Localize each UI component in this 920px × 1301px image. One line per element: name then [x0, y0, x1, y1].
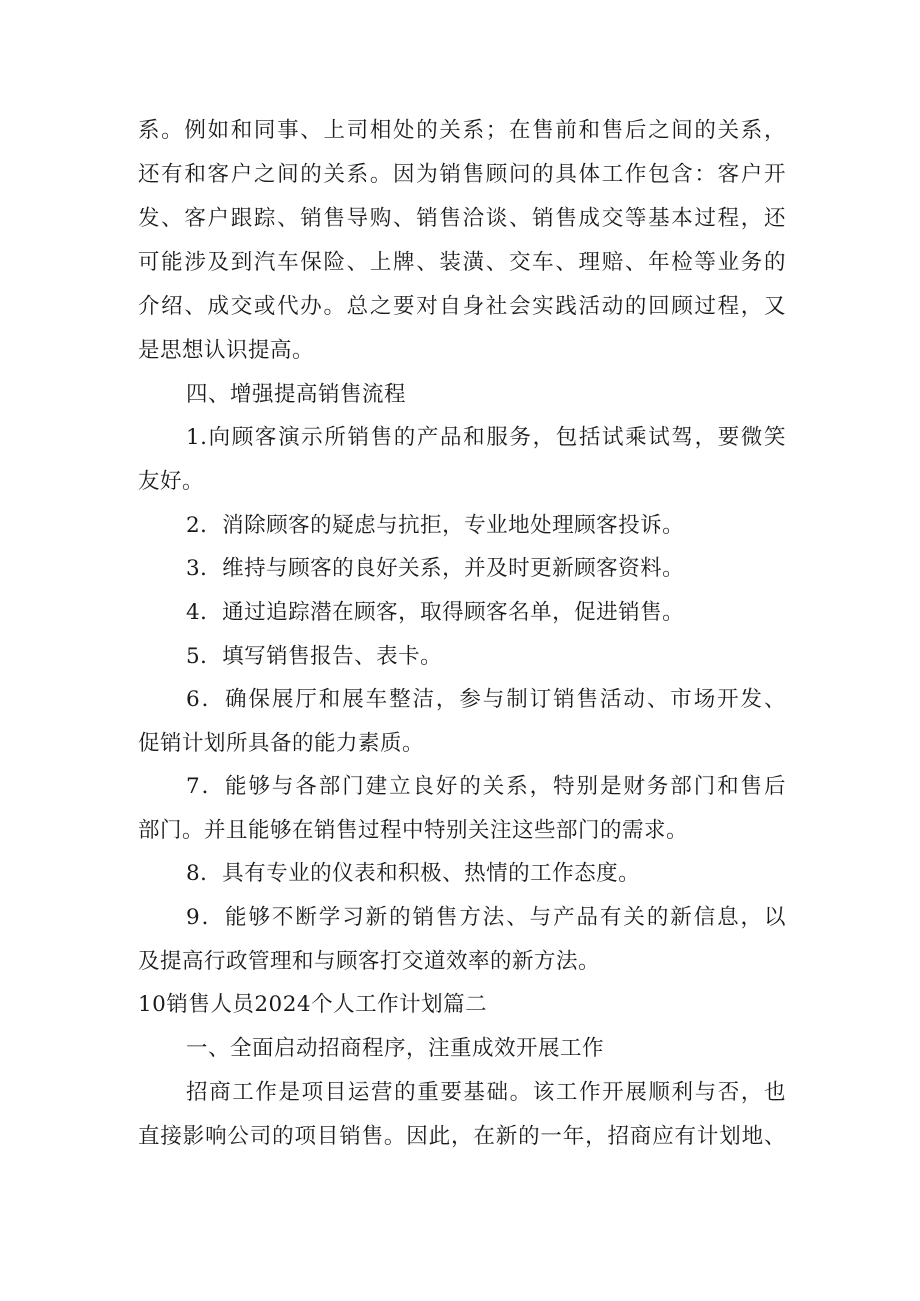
paragraph-line: 招商工作是项目运营的重要基础。该工作开展顺利与否，也	[186, 1080, 786, 1105]
list-item: 5．填写销售报告、表卡。	[186, 644, 443, 669]
list-item: 3．维持与顾客的良好关系，并及时更新顾客资料。	[186, 556, 685, 581]
paragraph-line: 是思想认识提高。	[138, 338, 315, 363]
list-item: 1.向顾客演示所销售的产品和服务，包括试乘试驾，要微笑	[186, 425, 786, 450]
list-item: 6．确保展厅和展车整洁，参与制订销售活动、市场开发、	[186, 687, 786, 712]
chapter-title: 10销售人员2024个人工作计划篇二	[138, 992, 488, 1017]
paragraph-line: 可能涉及到汽车保险、上牌、装潢、交车、理赔、年检等业务的	[138, 250, 786, 275]
section-heading: 一、全面启动招商程序，注重成效开展工作	[186, 1036, 605, 1061]
list-item-continuation: 部门。并且能够在销售过程中特别关注这些部门的需求。	[138, 818, 689, 843]
list-item: 7．能够与各部门建立良好的关系，特别是财务部门和售后	[186, 774, 786, 799]
list-item: 9．能够不断学习新的销售方法、与产品有关的新信息，以	[186, 905, 786, 930]
list-item: 8．具有专业的仪表和积极、热情的工作态度。	[186, 861, 641, 886]
paragraph-line: 系。例如和同事、上司相处的关系；在售前和售后之间的关系，	[138, 118, 786, 143]
paragraph-line: 直接影响公司的项目销售。因此，在新的一年，招商应有计划地、	[138, 1124, 786, 1149]
paragraph-line: 发、客户跟踪、销售导购、销售洽谈、销售成交等基本过程，还	[138, 206, 786, 231]
list-item-continuation: 促销计划所具备的能力素质。	[138, 731, 425, 756]
list-item: 4．通过追踪潜在顾客，取得顾客名单，促进销售。	[186, 600, 685, 625]
paragraph-line: 还有和客户之间的关系。因为销售顾问的具体工作包含：客户开	[138, 162, 786, 187]
list-item-continuation: 友好。	[138, 469, 205, 494]
paragraph-line: 介绍、成交或代办。总之要对自身社会实践活动的回顾过程，又	[138, 294, 786, 319]
section-heading: 四、增强提高销售流程	[186, 382, 407, 407]
list-item: 2．消除顾客的疑虑与抗拒，专业地处理顾客投诉。	[186, 513, 685, 538]
list-item-continuation: 及提高行政管理和与顾客打交道效率的新方法。	[138, 949, 601, 974]
